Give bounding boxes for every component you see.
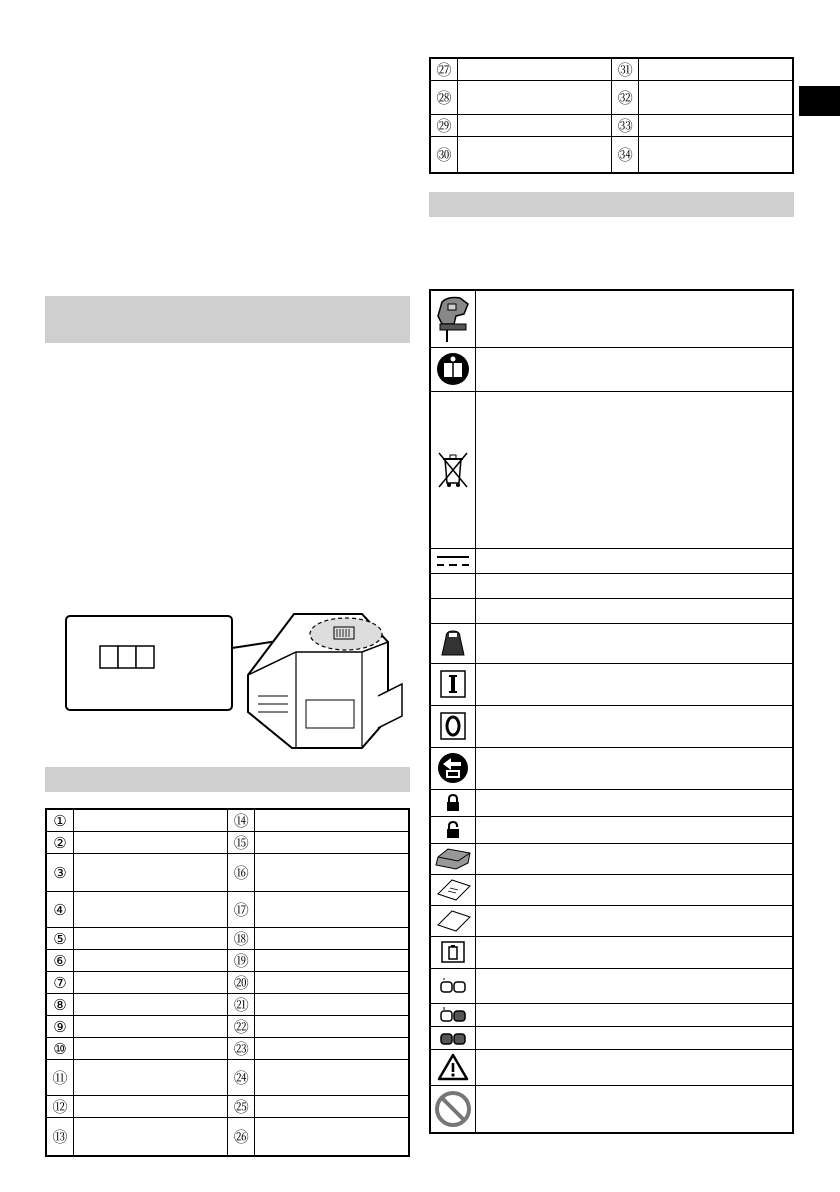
symbol-description — [476, 623, 794, 663]
parts-row — [430, 137, 793, 173]
part-name — [74, 1038, 228, 1060]
prohibition-icon — [430, 1085, 476, 1133]
part-name — [255, 950, 409, 972]
parts-row — [46, 928, 409, 950]
symbol-description — [476, 936, 794, 968]
symbol-description — [476, 347, 794, 391]
part-number: ⑤ — [46, 928, 74, 950]
direct-current-icon — [430, 548, 476, 573]
part-number: ⑪ — [46, 1060, 74, 1096]
symbol-description — [476, 1085, 794, 1133]
lock-icon — [430, 789, 476, 816]
part-name — [74, 1016, 228, 1038]
charge-indicator-half-icon — [430, 1003, 476, 1026]
part-name — [74, 928, 228, 950]
symbol-description — [476, 598, 794, 623]
symbol-description — [476, 874, 794, 905]
parts-row — [46, 809, 409, 832]
symbol-description — [476, 747, 794, 789]
part-name — [458, 81, 612, 115]
section-header-safety — [45, 296, 410, 343]
part-number: ㉕ — [228, 1096, 255, 1118]
symbol-row — [430, 573, 793, 598]
part-number: ㉜ — [612, 81, 639, 115]
symbol-row — [430, 391, 793, 548]
symbol-description — [476, 548, 794, 573]
part-number: ㉝ — [612, 115, 639, 137]
symbol-description — [476, 663, 794, 705]
part-number: ④ — [46, 892, 74, 928]
symbol-description — [476, 391, 794, 548]
parts-row — [46, 1016, 409, 1038]
parts-row — [46, 1038, 409, 1060]
manual-sheet-icon — [430, 874, 476, 905]
part-number: ⑦ — [46, 972, 74, 994]
part-name — [639, 115, 793, 137]
part-number: ⑧ — [46, 994, 74, 1016]
part-name — [74, 892, 228, 928]
symbol-row — [430, 968, 793, 1003]
symbol-description — [476, 290, 794, 347]
symbol-row — [430, 598, 793, 623]
parts-row — [430, 81, 793, 115]
parts-row — [46, 892, 409, 928]
part-number: ⑨ — [46, 1016, 74, 1038]
part-name — [255, 1038, 409, 1060]
part-name — [458, 58, 612, 81]
part-number: ① — [46, 809, 74, 832]
symbol-description — [476, 905, 794, 936]
switch-off-icon — [430, 705, 476, 747]
part-number: ③ — [46, 854, 74, 892]
symbol-cell — [430, 573, 476, 598]
symbol-row — [430, 905, 793, 936]
part-number: ㉒ — [228, 1016, 255, 1038]
part-number: ㉖ — [228, 1118, 255, 1156]
read-manual-icon — [430, 347, 476, 391]
part-number: ㉔ — [228, 1060, 255, 1096]
part-name — [74, 1060, 228, 1096]
charge-indicator-icon — [430, 968, 476, 1003]
symbol-row — [430, 789, 793, 816]
part-name — [74, 950, 228, 972]
part-number: ⑱ — [228, 928, 255, 950]
part-name — [74, 972, 228, 994]
crossed-bin-icon — [430, 391, 476, 548]
part-number: ㉚ — [430, 137, 458, 173]
symbol-row — [430, 843, 793, 874]
symbols-table — [429, 289, 794, 1134]
symbol-row — [430, 705, 793, 747]
parts-row — [46, 950, 409, 972]
part-name — [639, 137, 793, 173]
part-name — [458, 115, 612, 137]
part-name — [255, 854, 409, 892]
part-number: ⑫ — [46, 1096, 74, 1118]
part-name — [639, 58, 793, 81]
part-number: ㉞ — [612, 137, 639, 173]
part-name — [74, 854, 228, 892]
part-name — [255, 809, 409, 832]
part-name — [255, 1118, 409, 1156]
part-number: ⑭ — [228, 809, 255, 832]
symbol-row — [430, 1049, 793, 1085]
part-number: ㉙ — [430, 115, 458, 137]
part-name — [74, 809, 228, 832]
unlock-icon — [430, 816, 476, 843]
symbol-description — [476, 1003, 794, 1026]
part-number: ⑲ — [228, 950, 255, 972]
part-name — [255, 1096, 409, 1118]
paper-sheet-icon — [430, 905, 476, 936]
part-number: ⑮ — [228, 832, 255, 854]
symbol-cell — [430, 598, 476, 623]
section-header-symbols — [429, 192, 794, 217]
battery-label-illustration — [62, 600, 412, 750]
symbol-row — [430, 747, 793, 789]
symbol-row — [430, 874, 793, 905]
part-number: ⑰ — [228, 892, 255, 928]
part-number: ㉗ — [430, 58, 458, 81]
jigsaw-icon — [430, 290, 476, 347]
part-name — [255, 832, 409, 854]
language-tab[interactable] — [799, 86, 840, 116]
part-name — [74, 994, 228, 1016]
part-number: ㉓ — [228, 1038, 255, 1060]
parts-row — [46, 854, 409, 892]
battery-pack-icon — [430, 843, 476, 874]
parts-row — [46, 1118, 409, 1156]
symbol-description — [476, 789, 794, 816]
weight-icon — [430, 623, 476, 663]
symbol-description — [476, 968, 794, 1003]
symbol-description — [476, 843, 794, 874]
symbol-row — [430, 548, 793, 573]
symbol-description — [476, 573, 794, 598]
part-number: ㉛ — [612, 58, 639, 81]
parts-table-left — [45, 808, 410, 1157]
part-name — [255, 928, 409, 950]
symbol-description — [476, 1026, 794, 1049]
symbol-row — [430, 816, 793, 843]
part-name — [74, 832, 228, 854]
battery-empty-icon — [430, 936, 476, 968]
symbol-row — [430, 936, 793, 968]
parts-row — [430, 58, 793, 81]
warning-icon — [430, 1049, 476, 1085]
disconnect-battery-icon — [430, 747, 476, 789]
symbol-row — [430, 623, 793, 663]
parts-row — [430, 115, 793, 137]
part-name — [458, 137, 612, 173]
symbol-description — [476, 705, 794, 747]
part-number: ㉘ — [430, 81, 458, 115]
switch-on-icon — [430, 663, 476, 705]
symbol-row — [430, 663, 793, 705]
part-number: ㉑ — [228, 994, 255, 1016]
charge-indicator-full-icon — [430, 1026, 476, 1049]
parts-row — [46, 1060, 409, 1096]
part-name — [255, 1060, 409, 1096]
parts-row — [46, 994, 409, 1016]
part-name — [255, 972, 409, 994]
part-name — [74, 1096, 228, 1118]
part-name — [74, 1118, 228, 1156]
parts-row — [46, 972, 409, 994]
part-number: ⑳ — [228, 972, 255, 994]
part-name — [639, 81, 793, 115]
part-name — [255, 892, 409, 928]
parts-row — [46, 832, 409, 854]
part-number: ⑥ — [46, 950, 74, 972]
part-number: ② — [46, 832, 74, 854]
parts-row — [46, 1096, 409, 1118]
part-number: ⑬ — [46, 1118, 74, 1156]
symbol-row — [430, 347, 793, 391]
symbol-row — [430, 1085, 793, 1133]
part-name — [255, 994, 409, 1016]
part-number: ⑯ — [228, 854, 255, 892]
symbol-row — [430, 1026, 793, 1049]
symbol-description — [476, 816, 794, 843]
parts-table-right — [429, 57, 794, 174]
part-name — [255, 1016, 409, 1038]
symbol-description — [476, 1049, 794, 1085]
symbol-row — [430, 290, 793, 347]
symbol-row — [430, 1003, 793, 1026]
section-header-parts — [45, 767, 410, 792]
part-number: ⑩ — [46, 1038, 74, 1060]
